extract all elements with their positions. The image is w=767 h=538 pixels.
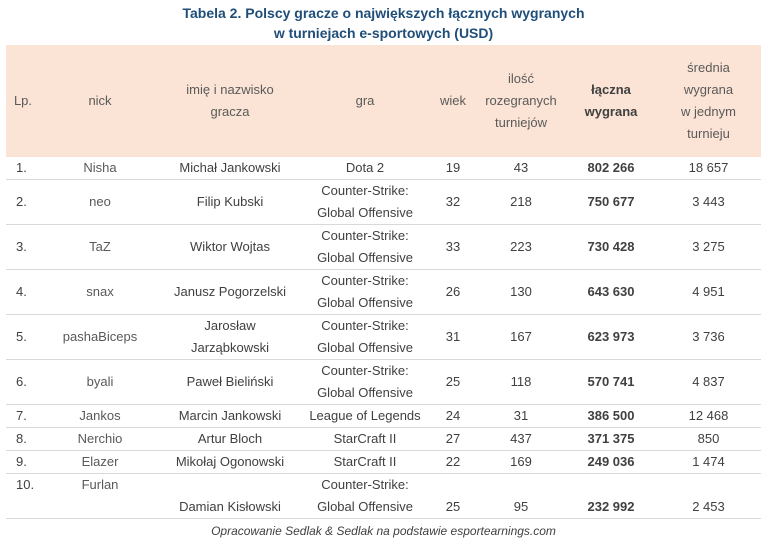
cell-player-name [160,225,300,270]
cell-game [300,451,430,474]
cell-game-text: Counter-Strike: [321,228,409,243]
cell-lp [6,451,40,474]
cell-game-text: Counter-Strike: [321,363,409,378]
cell-average-winnings-text: 3 736 [692,329,725,344]
cell-nick [40,315,160,360]
table-row [6,405,761,428]
cell-player-name [160,180,300,225]
cell-lp [6,157,40,180]
cell-nick-text: snax [86,284,114,299]
cell-age [430,405,476,428]
cell-game-text-line-2: Global Offensive [317,340,413,355]
cell-nick [40,360,160,405]
cell-tournament-count-text: 31 [513,408,529,423]
cell-player-name-text: Michał Jankowski [179,160,281,175]
cell-lp-text: 4. [16,284,27,299]
cell-lp-text: 10. [16,477,35,492]
cell-average-winnings-text: 18 657 [688,160,729,175]
cell-age-text: 33 [445,239,461,254]
header-total-line-1: łączna [591,82,631,97]
cell-age-text: 32 [445,194,461,209]
cell-tournament-count [476,428,566,451]
cell-player-name [160,428,300,451]
header-total-line-2: wygrana [584,104,638,119]
cell-total-winnings [566,405,656,428]
cell-tournament-count-text: 118 [510,374,532,389]
table-row [6,315,761,360]
cell-tournament-count [476,225,566,270]
cell-total-winnings [566,428,656,451]
cell-game [300,315,430,360]
cell-total-winnings-text: 371 375 [587,431,635,446]
cell-game [300,428,430,451]
cell-average-winnings [656,315,761,360]
cell-average-winnings [656,360,761,405]
cell-average-winnings [656,474,761,519]
cell-tournament-count [476,315,566,360]
cell-lp-text: 1. [16,160,27,175]
cell-age-text: 25 [445,374,461,389]
header-count-line-1: ilość [507,71,534,86]
table-row [6,474,761,519]
cell-nick [40,225,160,270]
cell-game-text-line-2: Global Offensive [317,250,413,265]
table-row [6,451,761,474]
cell-game-text: Counter-Strike: [321,318,409,333]
cell-player-name-text: Marcin Jankowski [178,408,282,423]
cell-game [300,225,430,270]
cell-game [300,405,430,428]
header-count [476,45,566,157]
cell-average-winnings [656,451,761,474]
cell-tournament-count [476,270,566,315]
cell-player-name-text: Wiktor Wojtas [190,239,270,254]
cell-average-winnings [656,225,761,270]
cell-game-text-line-2: Global Offensive [317,205,413,220]
cell-game-text: StarCraft II [333,454,397,469]
source-footer: Opracowanie Sedlak & Sedlak na podstawie esportearnings.com [211,524,556,538]
header-age: wiek [439,93,466,108]
cell-nick-text: Furlan [81,477,119,492]
cell-lp-text: 2. [16,194,27,209]
cell-age-text: 22 [445,454,461,469]
cell-player-name-text: Artur Bloch [197,431,263,446]
cell-age-text: 19 [445,160,461,175]
cell-game-text-line-2: Global Offensive [317,295,413,310]
cell-nick [40,451,160,474]
cell-total-winnings [566,180,656,225]
cell-lp [6,428,40,451]
header-name-line-1: imię i nazwisko [186,82,274,97]
cell-tournament-count-text: 169 [510,454,532,469]
cell-total-winnings [566,225,656,270]
cell-age [430,360,476,405]
cell-total-winnings-text: 232 992 [587,499,635,514]
cell-age [430,180,476,225]
cell-nick-text: pashaBiceps [62,329,138,344]
cell-lp [6,315,40,360]
cell-tournament-count-text: 167 [510,329,532,344]
header-name-line-2: gracza [210,104,250,119]
cell-average-winnings-text: 4 951 [692,284,725,299]
table-row [6,180,761,225]
cell-game [300,360,430,405]
cell-lp [6,405,40,428]
cell-average-winnings-text: 3 443 [692,194,725,209]
cell-age [430,474,476,519]
cell-age-text: 26 [445,284,461,299]
table-title-line-1: Tabela 2. Polscy gracze o największych łącznych wygranych [182,5,585,21]
cell-age [430,315,476,360]
header-avg-line-1: średnia [687,60,730,75]
cell-tournament-count-text: 130 [510,284,532,299]
cell-tournament-count [476,360,566,405]
cell-game [300,157,430,180]
cell-lp-text: 6. [16,374,27,389]
cell-nick [40,270,160,315]
cell-tournament-count-text: 95 [513,499,529,514]
cell-nick-text: Jankos [79,408,121,423]
cell-average-winnings-text: 12 468 [688,408,729,423]
table-header [6,45,761,157]
cell-nick [40,157,160,180]
cell-game [300,474,430,519]
cell-lp [6,360,40,405]
cell-lp [6,180,40,225]
table-row [6,225,761,270]
cell-game-text: Counter-Strike: [321,273,409,288]
cell-nick [40,180,160,225]
cell-total-winnings-text: 623 973 [587,329,635,344]
table-title-line-2: w turniejach e-sportowych (USD) [273,25,494,41]
header-name [160,45,300,157]
table-row [6,428,761,451]
cell-average-winnings [656,428,761,451]
cell-average-winnings-text: 1 474 [692,454,725,469]
cell-player-name-text: Paweł Bieliński [186,374,274,389]
cell-total-winnings [566,360,656,405]
header-avg-line-4: turnieju [687,126,730,141]
cell-player-name-text-line-2: Jarząbkowski [190,340,270,355]
table-row [6,157,761,180]
header-avg [656,45,761,157]
cell-player-name-text: Janusz Pogorzelski [174,284,286,299]
cell-lp-text: 3. [16,239,27,254]
cell-average-winnings-text: 3 275 [692,239,725,254]
cell-lp-text: 5. [16,329,27,344]
cell-player-name-text: Jarosław [204,318,256,333]
cell-tournament-count-text: 218 [510,194,532,209]
cell-tournament-count-text: 43 [513,160,529,175]
cell-total-winnings-text: 249 036 [587,454,635,469]
header-total [566,45,656,157]
cell-average-winnings-text: 4 837 [692,374,725,389]
cell-total-winnings-text: 386 500 [587,408,635,423]
cell-lp-text: 8. [16,431,27,446]
cell-lp-text: 9. [16,454,27,469]
players-table [6,45,761,519]
cell-nick-text: neo [89,194,111,209]
cell-age-text: 25 [445,499,461,514]
cell-game-text: StarCraft II [333,431,397,446]
header-avg-line-2: wygrana [683,82,734,97]
cell-total-winnings-text: 802 266 [587,160,635,175]
cell-lp-text: 7. [16,408,27,423]
cell-average-winnings [656,157,761,180]
cell-player-name-text: Filip Kubski [196,194,264,209]
header-count-line-3: turniejów [494,115,548,130]
cell-game-text: Counter-Strike: [321,183,409,198]
cell-age [430,270,476,315]
cell-tournament-count-text: 223 [510,239,532,254]
cell-average-winnings-text: 850 [697,431,720,446]
cell-total-winnings-text: 730 428 [587,239,635,254]
cell-total-winnings [566,157,656,180]
cell-tournament-count [476,451,566,474]
cell-player-name [160,315,300,360]
cell-player-name [160,405,300,428]
cell-nick [40,428,160,451]
cell-nick-text: Nerchio [77,431,123,446]
cell-player-name [160,157,300,180]
cell-total-winnings [566,270,656,315]
cell-total-winnings-text: 750 677 [587,194,635,209]
cell-total-winnings-text: 570 741 [587,374,635,389]
cell-average-winnings [656,270,761,315]
cell-age [430,428,476,451]
cell-game-text-line-2: Global Offensive [317,499,413,514]
cell-total-winnings-text: 643 630 [587,284,635,299]
header-nick: nick [88,93,112,108]
cell-tournament-count [476,157,566,180]
cell-game [300,270,430,315]
cell-age [430,451,476,474]
cell-game [300,180,430,225]
cell-age-text: 31 [445,329,461,344]
cell-nick [40,405,160,428]
cell-tournament-count [476,180,566,225]
cell-player-name [160,474,300,519]
cell-total-winnings [566,451,656,474]
cell-tournament-count-text: 437 [510,431,532,446]
cell-tournament-count [476,474,566,519]
cell-player-name [160,451,300,474]
cell-game-text: Counter-Strike: [321,477,409,492]
table-body [6,157,761,519]
cell-age [430,157,476,180]
cell-player-name-text: Mikołaj Ogonowski [175,454,285,469]
table-row [6,270,761,315]
cell-nick-text: Elazer [81,454,119,469]
cell-lp [6,225,40,270]
header-count-line-2: rozegranych [485,93,557,108]
cell-game-text-line-2: Global Offensive [317,385,413,400]
header-avg-line-3: w jednym [681,104,736,119]
cell-game-text: League of Legends [309,408,421,423]
cell-age [430,225,476,270]
cell-player-name [160,270,300,315]
cell-player-name-text: Damian Kisłowski [179,499,281,514]
cell-average-winnings [656,180,761,225]
table-row [6,360,761,405]
cell-average-winnings [656,405,761,428]
cell-age-text: 24 [445,408,461,423]
cell-total-winnings [566,315,656,360]
cell-nick-text: Nisha [83,160,117,175]
cell-lp [6,270,40,315]
cell-total-winnings [566,474,656,519]
cell-nick-text: byali [86,374,114,389]
header-game: gra [355,93,375,108]
cell-game-text: Dota 2 [345,160,385,175]
cell-average-winnings-text: 2 453 [692,499,725,514]
cell-nick [40,474,160,519]
cell-lp [6,474,40,519]
cell-tournament-count [476,405,566,428]
cell-player-name [160,360,300,405]
cell-nick-text: TaZ [89,239,111,254]
table-title [0,0,767,43]
cell-age-text: 27 [445,431,461,446]
header-lp: Lp. [13,93,33,108]
